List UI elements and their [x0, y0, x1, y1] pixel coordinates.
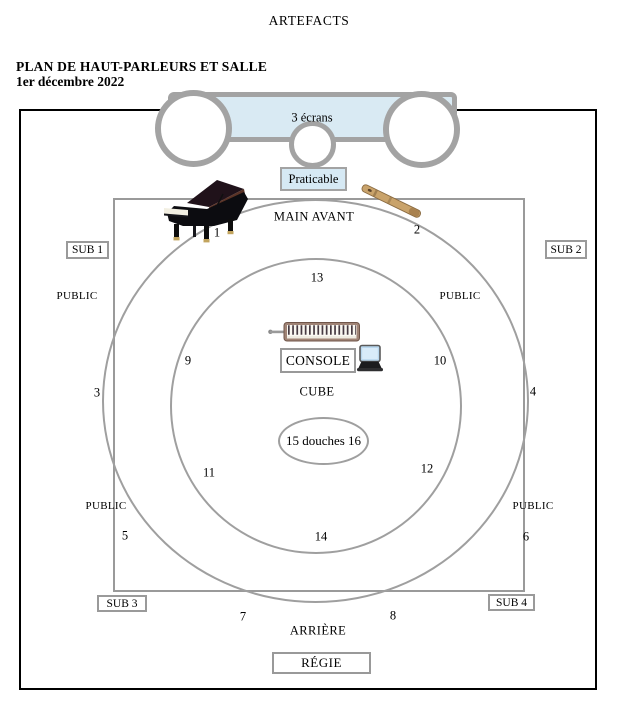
speaker-3: 3 [93, 385, 101, 400]
speaker-11: 11 [202, 465, 216, 480]
douches-ellipse [278, 417, 369, 465]
sub2-box [545, 240, 587, 259]
public-label-top-left: PUBLIC [56, 290, 98, 302]
speaker-14: 14 [314, 529, 328, 544]
zone-main-avant: MAIN AVANT [273, 209, 355, 224]
console-box [280, 348, 356, 373]
screens-label: 3 écrans [291, 110, 333, 125]
public-label-bottom-right: PUBLIC [512, 500, 554, 512]
regie-label: RÉGIE [301, 655, 342, 670]
page-title: ARTEFACTS [268, 13, 350, 28]
screen-circle-right [383, 91, 460, 168]
zone-arriere: ARRIÈRE [289, 623, 347, 638]
speaker-1: 1 [213, 225, 221, 240]
praticable-label: Praticable [288, 171, 339, 186]
plan-heading: PLAN DE HAUT-PARLEURS ET SALLE [16, 59, 268, 74]
sub2-label: SUB 2 [550, 243, 582, 256]
inner-speaker-ring [170, 258, 462, 554]
zone-cube: CUBE [299, 384, 335, 399]
screen-circle-left [155, 90, 232, 167]
speaker-2: 2 [413, 222, 421, 237]
plan-date: 1er décembre 2022 [16, 74, 125, 89]
speaker-6: 6 [522, 529, 530, 544]
sub1-box [66, 241, 109, 259]
regie-box [272, 652, 371, 674]
douches-label: 15 douches 16 [285, 433, 362, 448]
sub3-label: SUB 3 [106, 597, 138, 610]
public-label-bottom-left: PUBLIC [85, 500, 127, 512]
sub1-label: SUB 1 [72, 244, 103, 256]
sub4-label: SUB 4 [496, 596, 527, 609]
speaker-4: 4 [529, 384, 537, 399]
melodica-icon [268, 322, 360, 342]
screen-circle-center [289, 121, 336, 168]
speaker-10: 10 [433, 353, 447, 368]
speaker-5: 5 [121, 528, 129, 543]
flute-icon [358, 183, 432, 223]
speaker-8: 8 [389, 608, 397, 623]
grand-piano-icon [157, 176, 249, 245]
console-label: CONSOLE [285, 352, 351, 368]
laptop-icon [356, 344, 384, 373]
sub3-box [97, 595, 147, 612]
speaker-9: 9 [184, 353, 192, 368]
sub4-box [488, 594, 535, 611]
speaker-13: 13 [310, 270, 324, 285]
praticable-box [280, 167, 347, 191]
speaker-7: 7 [239, 609, 247, 624]
speaker-12: 12 [420, 461, 434, 476]
public-label-top-right: PUBLIC [439, 290, 481, 302]
